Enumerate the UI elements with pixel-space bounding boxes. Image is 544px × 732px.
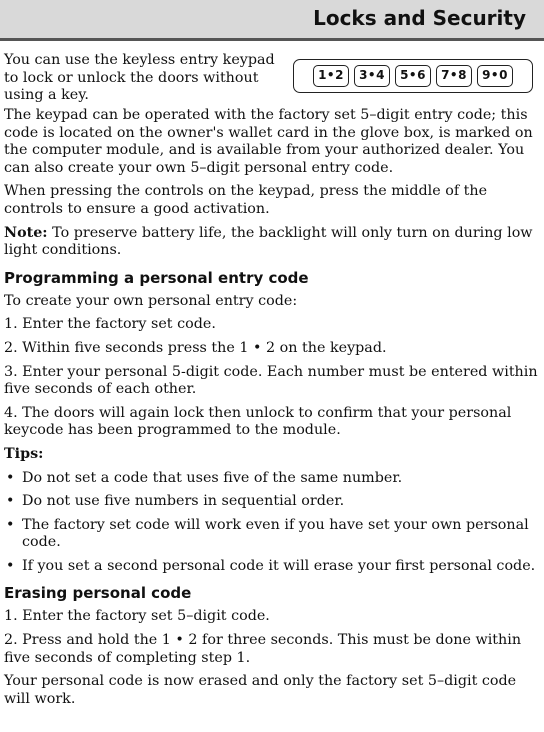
tip-item [4, 558, 538, 576]
tip-item [4, 470, 538, 488]
intro-section [4, 52, 538, 107]
tip-text: Do not use five numbers in sequential order. [22, 493, 345, 510]
erasing-heading: Erasing personal code [4, 584, 192, 603]
programming-step: 2. Within five seconds press the 1 • 2 on the keypad. [4, 339, 387, 356]
note-label: Note: [4, 224, 48, 241]
tip-text: The factory set code will work even if you have set your own personal code. [22, 516, 529, 551]
tips-label: Tips: [4, 445, 44, 462]
note-paragraph [4, 225, 538, 260]
erasing-step: 1. Enter the factory set 5–digit code. [4, 608, 270, 625]
programming-step: 1. Enter the factory set code. [4, 316, 216, 333]
programming-intro: To create your own personal entry code: [4, 292, 298, 309]
keypad-key: 3•4 [354, 65, 390, 87]
keypad-key: 7•8 [436, 65, 472, 87]
page-header [0, 0, 544, 38]
paragraph-factory-code: The keypad can be operated with the factory set 5–digit entry code; this code is located on the owner's wallet card in the glove box, is marked on the computer module, and is available from your authorized dealer. You can also create your own 5–digit personal entry code. [4, 107, 533, 176]
tip-item [4, 517, 538, 552]
programming-step: 3. Enter your personal 5-digit code. Each number must be entered within five seconds of each other. [4, 363, 538, 398]
tip-item [4, 493, 538, 511]
note-text: To preserve battery life, the backlight will only turn on during low light conditions. [4, 224, 533, 259]
bullet-icon: • [6, 557, 15, 574]
intro-text: You can use the keyless entry keypad to lock or unlock the doors without using a key. [4, 52, 275, 104]
keypad-key: 1•2 [313, 65, 349, 87]
bullet-icon: • [6, 493, 15, 510]
tip-text: Do not set a code that uses five of the same number. [22, 469, 403, 486]
header-divider [0, 38, 544, 41]
bullet-icon: • [6, 469, 15, 486]
keypad-key: 9•0 [477, 65, 513, 87]
erasing-step: 2. Press and hold the 1 • 2 for three seconds. This must be done within five seconds of completing step 1. [4, 632, 522, 666]
bullet-icon: • [6, 516, 15, 533]
programming-step: 4. The doors will again lock then unlock to confirm that your personal keycode has been programmed to the module. [4, 404, 512, 439]
section-title: Locks and Security [313, 6, 526, 30]
paragraph-pressing-controls: When pressing the controls on the keypad, press the middle of the controls to ensure a good activation. [4, 183, 488, 217]
tip-text: If you set a second personal code it will erase your first personal code. [22, 557, 536, 574]
keypad-key: 5•6 [395, 65, 431, 87]
tips-list [4, 470, 538, 576]
erasing-closing: Your personal code is now erased and only the factory set 5–digit code will work. [4, 673, 517, 707]
page-content [4, 52, 538, 714]
keypad-illustration [293, 59, 533, 93]
programming-heading: Programming a personal entry code [4, 268, 309, 287]
